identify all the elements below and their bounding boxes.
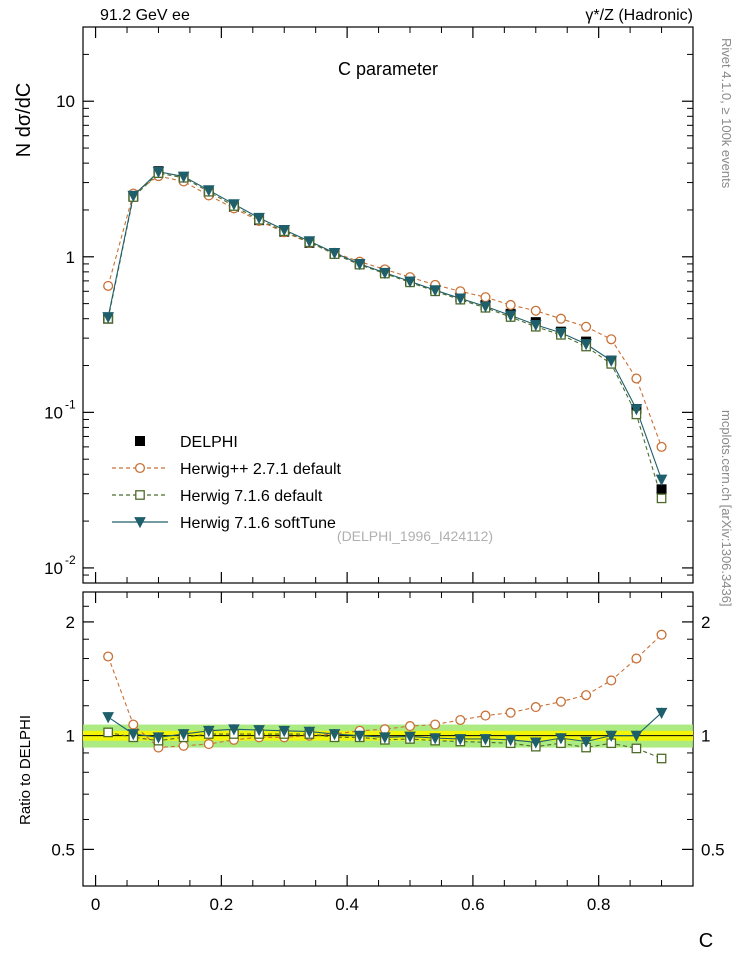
data-point [657, 485, 666, 494]
data-point [657, 442, 666, 451]
ytick-label: 10 [44, 558, 63, 578]
series-line [108, 176, 661, 447]
ratio-data-point [129, 720, 138, 729]
ratio-data-point [481, 711, 490, 720]
ytick-label: 1 [65, 247, 75, 267]
ratio-data-point [104, 728, 112, 736]
ytick-label: 10 [44, 403, 63, 423]
ratio-data-point [657, 630, 666, 639]
ratio-data-point [632, 654, 641, 663]
data-point [657, 494, 665, 502]
x-axis-label: C [698, 930, 714, 952]
ytick-exponent: -1 [65, 397, 76, 412]
watermark-label: (DELPHI_1996_I424112) [336, 528, 494, 544]
legend-label: DELPHI [180, 434, 238, 451]
xtick-label: 0.8 [586, 895, 611, 914]
ratio-ytick-label-right: 0.5 [701, 840, 725, 860]
data-point [607, 335, 616, 344]
main-panel-frame [83, 27, 693, 583]
side-label-mcplots: mcplots.cern.ch [arXiv:1306.3436] [719, 410, 734, 607]
ratio-data-point [531, 703, 540, 712]
data-point [557, 314, 566, 323]
ratio-data-point [431, 720, 440, 729]
legend-marker [136, 491, 144, 499]
xtick-label: 0 [90, 895, 101, 914]
xtick-label: 0.4 [335, 895, 359, 914]
ytick-label: 10 [56, 92, 75, 112]
ratio-data-point [632, 744, 640, 752]
ratio-data-point [506, 708, 515, 717]
ratio-y-axis-label: Ratio to DELPHI [17, 714, 34, 826]
data-point [481, 293, 490, 302]
legend-label: Herwig 7.1.6 default [180, 488, 323, 505]
legend-marker [136, 464, 145, 473]
ratio-data-point [406, 722, 415, 731]
ratio-ytick-label: 0.5 [51, 840, 75, 860]
data-point [632, 374, 641, 383]
y-axis-label: N dσ/dC [13, 82, 35, 158]
ytick-exponent: -2 [65, 552, 76, 567]
plot-title: C parameter [337, 59, 439, 79]
data-point [104, 281, 113, 290]
data-point [506, 301, 515, 310]
ratio-data-point [456, 716, 465, 725]
ratio-ytick-label: 1 [65, 726, 75, 746]
ratio-ytick-label-right: 1 [701, 726, 711, 746]
ratio-data-point [557, 697, 566, 706]
header-right: γ*/Z (Hadronic) [585, 7, 693, 24]
legend-label: Herwig 7.1.6 softTune [180, 515, 336, 532]
ratio-data-point [179, 741, 188, 750]
legend-marker [136, 437, 145, 446]
ratio-data-point [380, 725, 389, 734]
ratio-data-point [607, 676, 616, 685]
xtick-label: 0.2 [209, 895, 234, 914]
header-left: 91.2 GeV ee [100, 7, 190, 24]
ratio-data-point [204, 740, 213, 749]
data-point [531, 306, 540, 315]
ratio-data-point [103, 713, 113, 723]
data-point [582, 322, 591, 331]
ratio-data-point [657, 754, 665, 762]
ratio-data-point [582, 691, 591, 700]
ratio-ytick-label: 2 [65, 612, 75, 632]
ratio-ytick-label-right: 2 [701, 612, 711, 632]
data-point [657, 475, 667, 485]
xtick-label: 0.6 [461, 895, 485, 914]
side-label-rivet: Rivet 4.1.0, ≥ 100k events [719, 38, 734, 189]
ratio-data-point [104, 652, 113, 661]
legend-label: Herwig++ 2.7.1 default [180, 461, 341, 478]
